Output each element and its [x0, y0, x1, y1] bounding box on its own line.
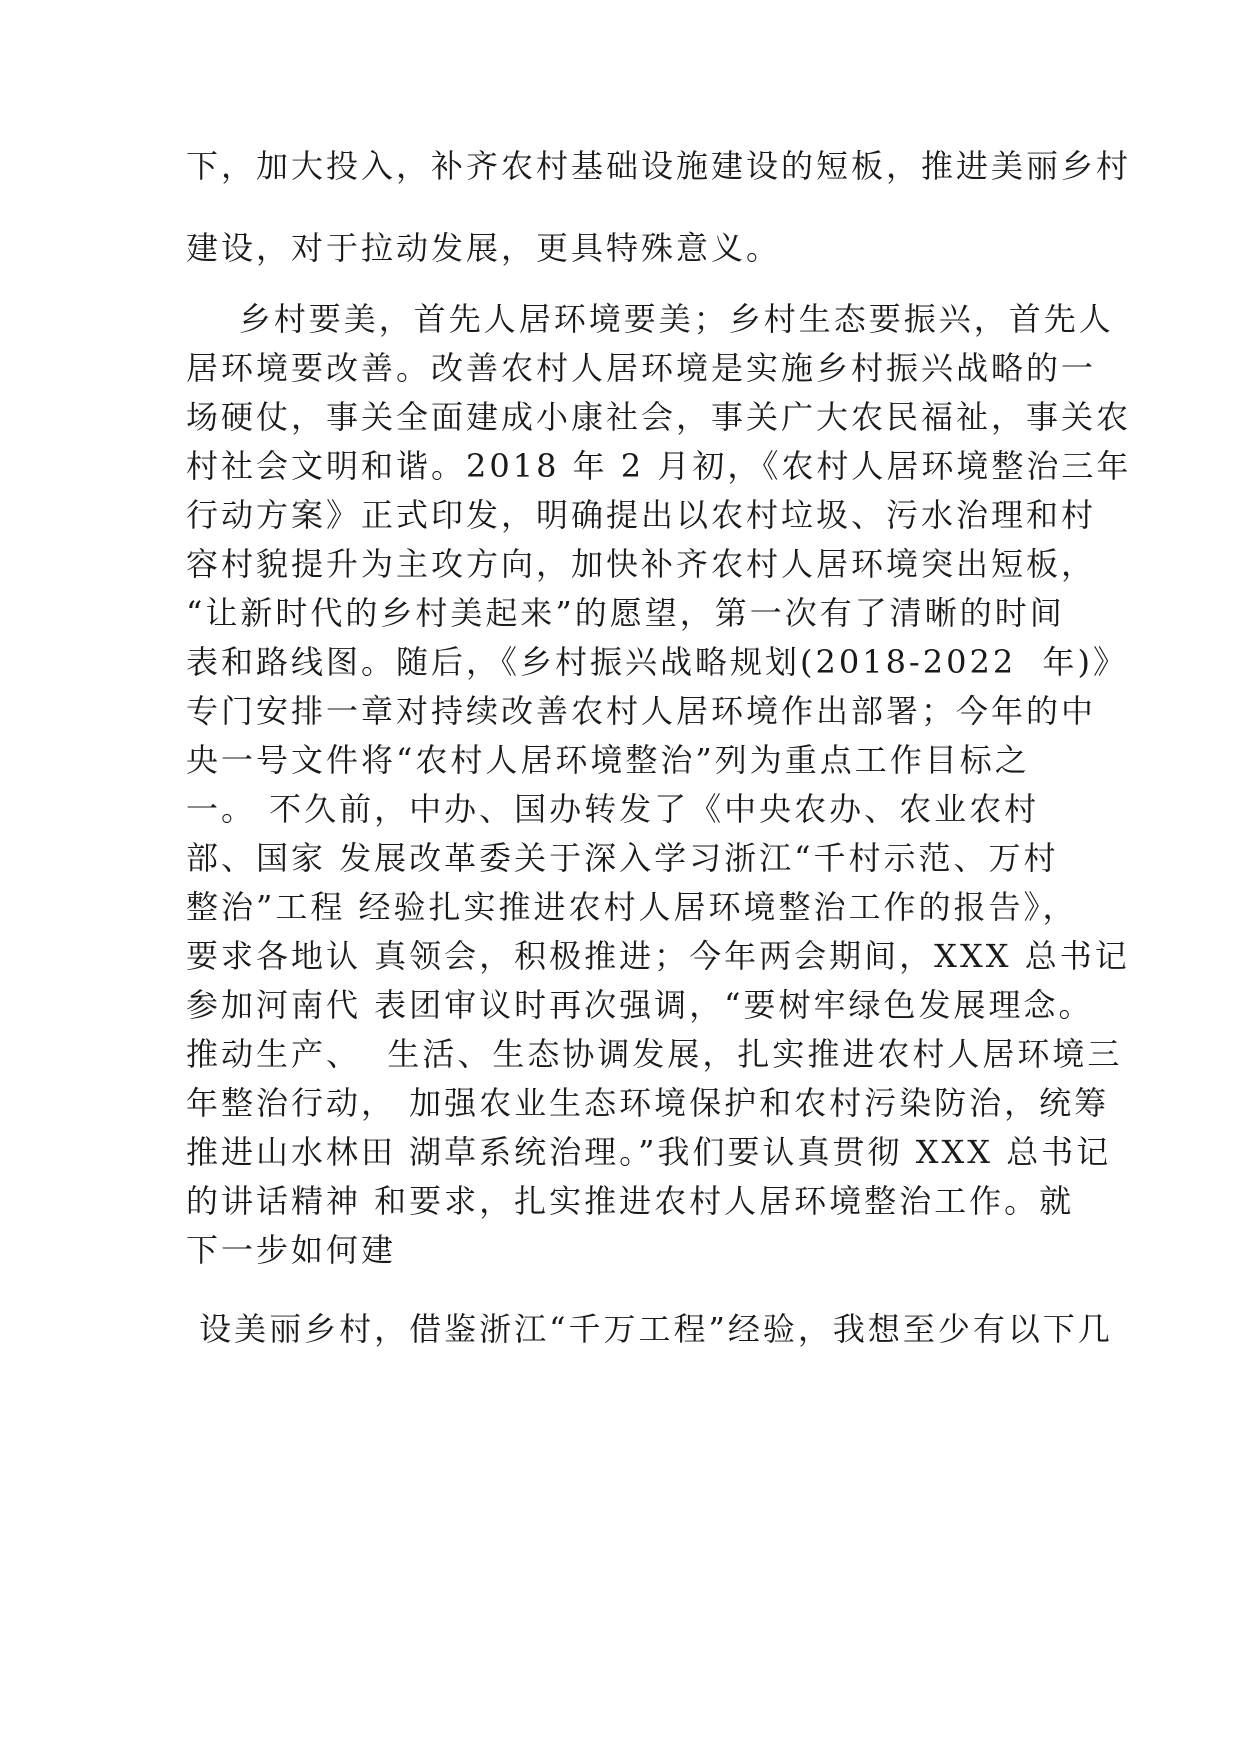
text-line: 乡村要美，首先人居环境要美；乡村生态要振兴，首先人	[186, 300, 1114, 338]
text-line: 下，加大投入，补齐农村基础设施建设的短板，推进美丽乡村	[186, 147, 1132, 185]
text-line: 央一号文件将“农村人居环境整治”列为重点工作目标之	[186, 741, 1030, 779]
text-line: 容村貌提升为主攻方向，加快补齐农村人居环境突出短板，	[186, 545, 1097, 583]
text-line: 要求各地认 真领会，积极推进；今年两会期间，XXX 总书记	[186, 937, 1130, 975]
text-line: 整治”工程 经验扎实推进农村人居环境整治工作的报告》，	[186, 888, 1078, 926]
text-line: 的讲话精神 和要求，扎实推进农村人居环境整治工作。就	[186, 1182, 1075, 1220]
text-line: 场硬仗，事关全面建成小康社会，事关广大农民福祉，事关农	[186, 398, 1132, 436]
text-line: “让新时代的乡村美起来”的愿望，第一次有了清晰的时间	[186, 594, 1065, 632]
text-line: 一。 不久前，中办、国办转发了《中央农办、农业农村	[186, 790, 1040, 828]
text-line: 居环境要改善。改善农村人居环境是实施乡村振兴战略的一	[186, 349, 1097, 387]
text-line: 表和路线图。随后，《乡村振兴战略规划(2018-2022 年)》	[186, 643, 1129, 681]
text-line: 专门安排一章对持续改善农村人居环境作出部署；今年的中	[186, 692, 1097, 730]
text-line: 村社会文明和谐。2018 年 2 月初，《农村人居环境整治三年	[186, 447, 1132, 485]
text-line: 行动方案》正式印发，明确提出以农村垃圾、污水治理和村	[186, 496, 1097, 534]
text-line: 建设，对于拉动发展，更具特殊意义。	[186, 229, 782, 267]
text-line: 推动生产、 生活、生态协调发展，扎实推进农村人居环境三	[186, 1035, 1123, 1073]
text-line: 推进山水林田 湖草系统治理。”我们要认真贯彻 XXX 总书记	[186, 1133, 1112, 1171]
text-line: 设美丽乡村，借鉴浙江“千万工程”经验，我想至少有以下几	[186, 1310, 1113, 1348]
text-line: 年整治行动， 加强农业生态环境保护和农村污染防治，统筹	[186, 1084, 1110, 1122]
text-line: 下一步如何建	[186, 1231, 397, 1269]
text-line: 部、国家 发展改革委关于深入学习浙江“千村示范、万村	[186, 839, 1059, 877]
text-line: 参加河南代 表团审议时再次强调，“要树牢绿色发展理念。	[186, 986, 1094, 1024]
